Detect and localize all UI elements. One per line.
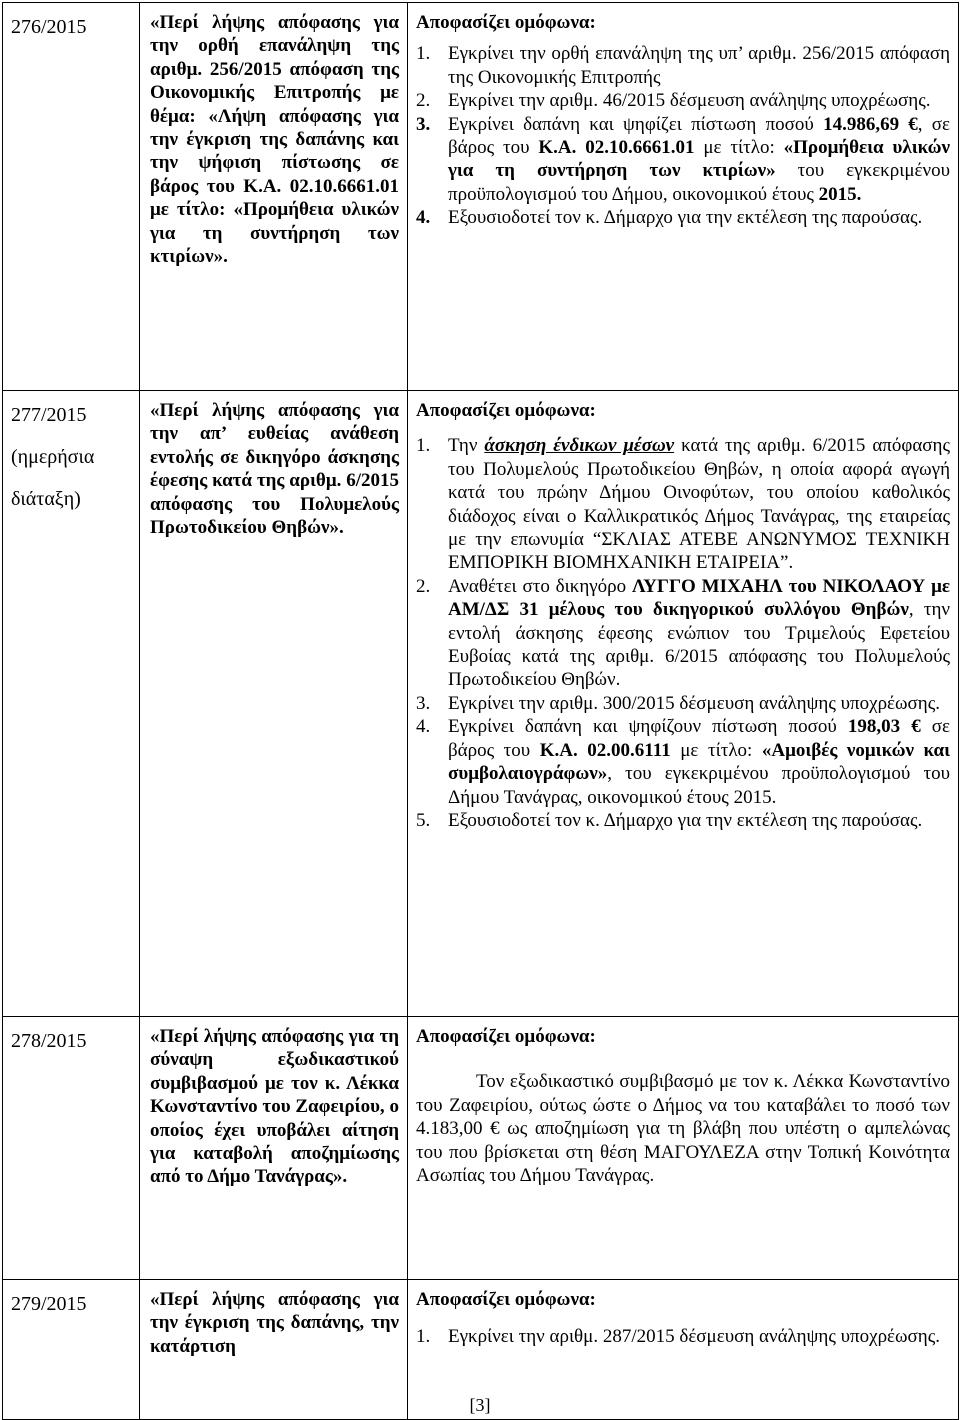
decision-item: 1. Εγκρίνει την ορθή επανάληψη της υπ’ αριθμ. 256/2015 απόφαση της Οικονομικής Επιτροπής bbox=[416, 43, 950, 88]
decisions-table bbox=[2, 2, 959, 1420]
decision-items bbox=[416, 42, 950, 229]
decision-row-277 bbox=[3, 391, 959, 1017]
decision-number: 279/2015 bbox=[11, 1293, 87, 1315]
decision-items bbox=[416, 434, 950, 832]
decision-subject: «Περί λήψης απόφασης για την απ’ ευθείας ανάθεση εντολής σε δικηγόρο άσκησης έφεσης κατά της αριθμ. 6/2015 απόφασης του Πολυμελούς Πρωτοδικείου Θηβών». bbox=[150, 400, 399, 539]
page-number: [3] bbox=[469, 1395, 491, 1415]
decision-item: 3. Εγκρίνει δαπάνη και ψηφίζει πίστωση ποσού 14.986,69 €, σε βάρος του Κ.Α. 02.10.6661.01 με τίτλο: «Προμήθεια υλικών για τη συντήρηση των κτιρίων» του εγκεκριμένου προϋπολογισμού του Δήμου, οικονομικού έτους 2015. bbox=[416, 113, 950, 205]
decision-row-276 bbox=[3, 3, 959, 391]
decision-item: 1. Εγκρίνει την αριθμ. 287/2015 δέσμευση ανάληψης υποχρέωσης. bbox=[416, 1326, 940, 1348]
decision-title: Αποφασίζει ομόφωνα: bbox=[416, 12, 596, 33]
decision-items bbox=[416, 1325, 950, 1348]
decision-title: Αποφασίζει ομόφωνα: bbox=[416, 1289, 596, 1310]
agenda-note: (ημερήσια bbox=[11, 446, 95, 468]
decision-item: 2. Αναθέτει στο δικηγόρο ΛΥΓΓΟ ΜΙΧΑΗΛ του ΝΙΚΟΛΑΟΥ με ΑΜ/ΔΣ 31 μέλους του δικηγορικού συλλόγου Θηβών, την εντολή άσκησης έφεσης ενώπιον του Τριμελούς Εφετείου Ευβοίας κατά της αριθμ. 6/2015 απόφασης του Πολυμελούς Πρωτοδικείου Θηβών. bbox=[416, 575, 950, 691]
decision-paragraph: Τον εξωδικαστικό συμβιβασμό με τον κ. Λέκκα Κωνσταντίνο του Ζαφειρίου, ούτως ώστε ο Δήμος να του καταβάλει το ποσό των 4.183,00 € ως αποζημίωση για τη βλάβη που υπέστη ο αμπελώνας του που βρίσκεται στη θέση ΜΑΓΟΥΛΕΖΑ στην Τοπική Κοινότητα Ασωπίας του Δήμου Τανάγρας. bbox=[416, 1071, 950, 1187]
decision-item: 3. Εγκρίνει την αριθμ. 300/2015 δέσμευση ανάληψης υποχρέωσης. bbox=[416, 692, 940, 714]
decision-item: 4. Εγκρίνει δαπάνη και ψηφίζουν πίστωση ποσού 198,03 € σε βάρος του Κ.Α. 02.00.6111 με τίτλο: «Αμοιβές νομικών και συμβολαιογράφων», του εγκεκριμένου προϋπολογισμού του Δήμου Τανάγρας, οικονομικού έτους 2015. bbox=[416, 716, 950, 808]
decision-subject: «Περί λήψης απόφασης για τη σύναψη εξωδικαστικού συμβιβασμού με τον κ. Λέκκα Κωνσταντίνο του Ζαφειρίου, ο οποίος έχει υποβάλει αίτηση για καταβολή αποζημίωσης από το Δήμο Τανάγρας». bbox=[150, 1026, 399, 1188]
decision-item: 2. Εγκρίνει την αριθμ. 46/2015 δέσμευση ανάληψης υποχρέωσης. bbox=[416, 90, 931, 112]
decision-item: 5. Εξουσιοδοτεί τον κ. Δήμαρχο για την εκτέλεση της παρούσας. bbox=[416, 809, 923, 831]
decision-subject: «Περί λήψης απόφασης για την ορθή επανάληψη της αριθμ. 256/2015 απόφαση της Οικονομικής Επιτροπής με θέμα: «Λήψη απόφασης για την έγκριση της δαπάνης και την ψήφιση πίστωσης σε βάρος του Κ.Α. 02.10.6661.01 με τίτλο: «Προμήθεια υλικών για τη συντήρηση των κτιρίων». bbox=[150, 12, 399, 268]
decision-number: 277/2015 bbox=[11, 404, 87, 426]
decision-title: Αποφασίζει ομόφωνα: bbox=[416, 1026, 596, 1047]
decision-number: 278/2015 bbox=[11, 1030, 87, 1052]
decision-item: 1. Την άσκηση ένδικων μέσων κατά της αριθμ. 6/2015 απόφασης του Πολυμελούς Πρωτοδικείου Θηβών, η οποία αφορά αγωγή κατά του πρώην Δήμου Οινοφύτων, του οποίου καθολικός διάδοχος είναι ο Καλλικρατικός Δήμος Τανάγρας, της εταιρείας με την επωνυμία “ΣΚΛΙΑΣ ΑΤΕΒΕ ΑΝΩΝΥΜΟΣ ΤΕΧΝΙΚΗ ΕΜΠΟΡΙΚΗ ΒΙΟΜΗΧΑΝΙΚΗ ΕΤΑΙΡΕΙΑ”. bbox=[416, 435, 950, 574]
decision-subject: «Περί λήψης απόφασης για την έγκριση της δαπάνης, την κατάρτιση bbox=[150, 1289, 399, 1357]
decision-row-278 bbox=[3, 1017, 959, 1280]
agenda-note: διάταξη) bbox=[11, 488, 81, 510]
decision-number: 276/2015 bbox=[11, 16, 87, 38]
decision-item: 4. Εξουσιοδοτεί τον κ. Δήμαρχο για την εκτέλεση της παρούσας. bbox=[416, 207, 923, 229]
decision-title: Αποφασίζει ομόφωνα: bbox=[416, 400, 596, 421]
